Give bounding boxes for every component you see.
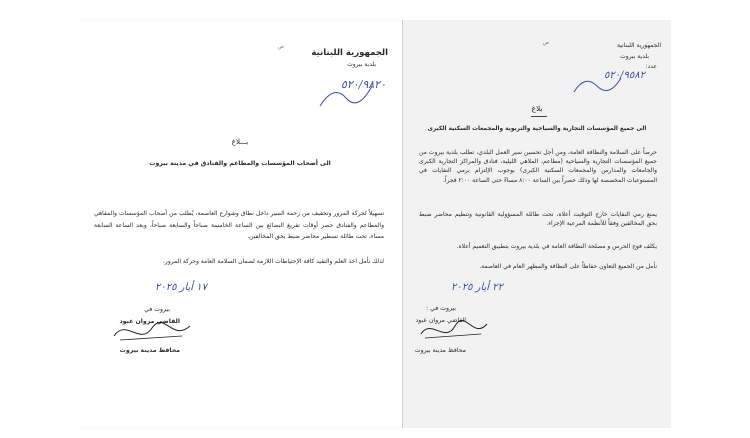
- initial-mark: ص: [542, 40, 549, 46]
- header-municipality: بلدية بيروت: [620, 53, 649, 60]
- body-paragraph-1: حرصاً على السلامة والنظافة العامة، ومن أجل تحسين سير العمل البلدي، تطلب بلدية بيروت من جميع المؤسسات التجارية والسياحية (مطاعم، الملاهي الليلية، فنادق والمراكز التجارية الكبرى والجامعات والمدارس والمجمعات السكنية الكبرى) بوجوب الإلتزام برمي النفايات في المستوعبات المخصصة لها وذلك حصراً بين الساعة ٨:٠٠ مساءً حتى الساعة ٢:٠٠ فجراً.: [419, 149, 657, 184]
- letter-subject: الى جميع المؤسسات التجارية والسياحية والتربوية والمجمعات السكنية الكبرى: [427, 126, 647, 132]
- body-paragraph-2: لذلك نأمل اخذ العلم والتقيد كافة الإحتياطات اللازمة لضمان السلامة العامة وحركة المرور.: [163, 258, 384, 265]
- signature-role: محافظ مدينة بيروت: [119, 347, 180, 354]
- signature-name: القاضي مروان عبود: [119, 318, 180, 325]
- signature-scribble: [419, 316, 489, 346]
- left-letter: [78, 20, 403, 428]
- page-title: بـــلاغ: [231, 138, 249, 146]
- reference-scribble: [571, 72, 625, 96]
- signature-place: بيروت في: [144, 306, 170, 313]
- header-republic: الجمهورية اللبنانية: [616, 42, 661, 49]
- body-paragraph-4: نأمل من الجميع التعاون حفاظاً على النظافة والمظهر العام في العاصمة.: [479, 263, 657, 270]
- right-letter: [403, 20, 671, 428]
- handwritten-date: ١٧ أيار ٢٠٢٥: [154, 282, 207, 293]
- title-underline: [531, 116, 547, 117]
- reference-scribble: [316, 78, 376, 108]
- header-number-label: عدد:: [645, 63, 657, 70]
- letter-subject: الى أصحاب المؤسسات والمطاعم والفنادق في مدينة بيروت: [149, 160, 331, 167]
- signature-name: القاضي مروان عبود: [415, 317, 466, 324]
- body-paragraph-2: يمنع رمي النفايات خارج التوقيت أعلاه، تحت طائلة المسؤولية القانونية وتنظيم محاضر ضبط بحق المخالفين وفقاً للأنظمة المرعية الإجراء.: [419, 211, 657, 228]
- signature-role: محافظ مدينة بيروت: [414, 347, 466, 354]
- header-republic: الجمهورية اللبنانية: [311, 48, 388, 58]
- signature-place: بيروت في :: [426, 305, 456, 312]
- header-municipality: بلدية بيروت: [347, 61, 376, 68]
- handwritten-reference: ٥٢٠/٩٥٨٢: [604, 70, 645, 81]
- body-paragraph-1: تسهيلاً لحركة المرور وتخفيف من زحمة السير داخل نطاق وشوارع العاصمة، يُطلب من أصحاب المؤسسات والمقاهي والمطاعم والفنادق حصر أوقات تفريغ البضائع بين الساعة الخامسة صباحاً والسابعة صباحاً، وبعد الساعة السابعة مساء، تحت طائلة تسطير محاضر ضبط بحق المخالفين.: [94, 210, 384, 240]
- signature-scribble: [112, 316, 192, 346]
- body-paragraph-3: يكلف فوج الحرس و مصلحة النظافة العامة في بلدية بيروت بتطبيق التعميم أعلاه.: [456, 243, 657, 250]
- handwritten-date: ٢٢ أيار ٢٠٢٥: [450, 282, 503, 293]
- page-title: بلاغ: [531, 104, 543, 113]
- initial-mark: ص: [277, 44, 284, 50]
- handwritten-reference: ٥٢٠/٩٨٢٠: [340, 78, 386, 91]
